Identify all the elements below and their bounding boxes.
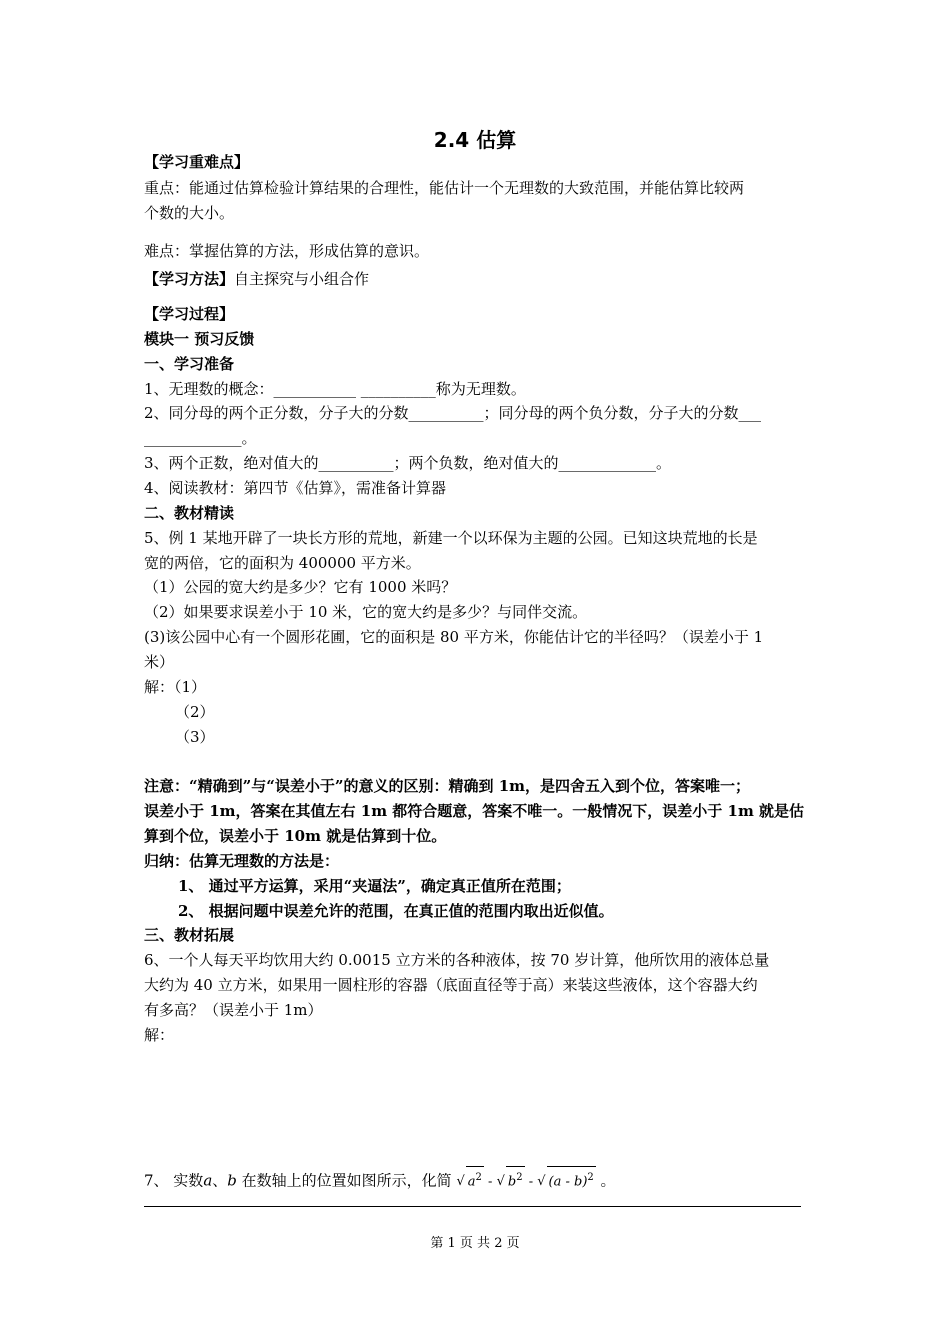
question-7-middle: 在数轴上的位置如图所示，化简 bbox=[236, 1171, 452, 1190]
section-1-heading: 一、学习准备 bbox=[144, 355, 235, 373]
exponent-2: 2 bbox=[475, 1172, 482, 1183]
note-line-2: 误差小于 1m，答案在其值左右 1m 都符合题意，答案不唯一。一般情况下，误差小于 1m 就是估 bbox=[144, 802, 805, 820]
question-5-sub-2: （2）如果要求误差小于 10 米，它的宽大约是多少？与同伴交流。 bbox=[144, 603, 588, 621]
answer-label-2: （2） bbox=[175, 703, 215, 721]
question-7-end: 。 bbox=[595, 1171, 616, 1190]
footer-divider bbox=[144, 1206, 801, 1207]
note-line-3: 算到个位，误差小于 10m 就是估算到十位。 bbox=[144, 827, 447, 845]
exponent-2: 2 bbox=[587, 1172, 594, 1183]
question-3: 3、两个正数，绝对值大的__________；两个负数，绝对值大的_____________。 bbox=[144, 454, 672, 472]
section-3-heading: 三、教材拓展 bbox=[144, 926, 235, 944]
summary-item-2: 2、 根据问题中误差允许的范围，在真正值的范围内取出近似值。 bbox=[178, 902, 614, 920]
question-5-line-2: 宽的两倍，它的面积为 400000 平方米。 bbox=[144, 554, 421, 572]
note-line-1: 注意：“精确到”与“误差小于”的意义的区别：精确到 1m，是四舍五入到个位，答案唯一； bbox=[144, 777, 751, 795]
module-heading: 模块一 预习反馈 bbox=[144, 330, 255, 348]
question-5-line-1: 5、例 1 某地开辟了一块长方形的荒地，新建一个以环保为主题的公园。已知这块荒地的长是 bbox=[144, 529, 758, 547]
sqrt-a-base: a bbox=[467, 1174, 476, 1190]
summary-item-1: 1、 通过平方运算，采用“夹逼法”，确定真正值所在范围； bbox=[178, 877, 571, 895]
minus-sign-2: - bbox=[524, 1174, 538, 1190]
answer-label-1: 解：（1） bbox=[144, 678, 207, 696]
page-number: 第 1 页 共 2 页 bbox=[430, 1236, 520, 1251]
question-7-prefix: 7、 实数 bbox=[144, 1171, 204, 1190]
question-2-line-2: _____________。 bbox=[144, 429, 257, 447]
question-5-sub-3-line-1: (3)该公园中心有一个圆形花圃，它的面积是 80 平方米，你能估计它的半径吗？（误差小于 1 bbox=[144, 628, 764, 646]
question-6-answer-label: 解： bbox=[144, 1026, 175, 1044]
method-heading: 【学习方法】 bbox=[144, 270, 235, 288]
focus-line-1: 重点：能通过估算检验计算结果的合理性，能估计一个无理数的大致范围，并能估算比较两 bbox=[144, 179, 745, 197]
question-6-line-3: 有多高？（误差小于 1m） bbox=[144, 1001, 323, 1019]
question-5-sub-3-line-2: 米） bbox=[144, 653, 175, 671]
sqrt-a-minus-b-base: (a - b) bbox=[548, 1174, 588, 1190]
sqrt-a-minus-b-squared: √ (a - b)$^2$ bbox=[537, 1174, 596, 1189]
difficulty-line: 难点：掌握估算的方法，形成估算的意识。 bbox=[144, 242, 430, 260]
question-2-line-1: 2、同分母的两个正分数，分子大的分数__________；同分母的两个负分数，分子大的分数___ bbox=[144, 404, 762, 422]
process-heading: 【学习过程】 bbox=[144, 305, 235, 323]
variable-a: a bbox=[203, 1171, 213, 1190]
page-title: 2.4 估算 bbox=[433, 128, 517, 152]
question-6-line-1: 6、一个人每天平均饮用大约 0.0015 立方米的各种液体，按 70 岁计算，他所饮用的液体总量 bbox=[144, 951, 770, 969]
sqrt-b-squared: √ $b^2$ bbox=[497, 1174, 525, 1189]
keypoints-heading: 【学习重难点】 bbox=[144, 153, 250, 171]
question-7-separator: 、 bbox=[212, 1171, 228, 1190]
sqrt-a-squared: √ $a^2$ bbox=[456, 1174, 483, 1189]
sqrt-b-base: b bbox=[507, 1174, 517, 1190]
method-text: 自主探究与小组合作 bbox=[234, 270, 370, 288]
exponent-2: 2 bbox=[516, 1172, 523, 1183]
minus-sign-1: - bbox=[483, 1174, 497, 1190]
summary-heading: 归纳：估算无理数的方法是： bbox=[144, 852, 340, 870]
focus-line-2: 个数的大小。 bbox=[144, 204, 235, 222]
method-line bbox=[144, 268, 814, 290]
question-7 bbox=[144, 1166, 814, 1193]
section-2-heading: 二、教材精读 bbox=[144, 504, 235, 522]
answer-label-3: （3） bbox=[175, 728, 215, 746]
question-4: 4、阅读教材：第四节《估算》，需准备计算器 bbox=[144, 479, 447, 497]
question-1: 1、无理数的概念：___________ __________称为无理数。 bbox=[144, 380, 526, 398]
variable-b: b bbox=[227, 1171, 237, 1190]
question-5-sub-1: （1）公园的宽大约是多少？它有 1000 米吗？ bbox=[144, 578, 457, 596]
question-6-line-2: 大约为 40 立方米，如果用一圆柱形的容器（底面直径等于高）来装这些液体，这个容器大约 bbox=[144, 976, 758, 994]
